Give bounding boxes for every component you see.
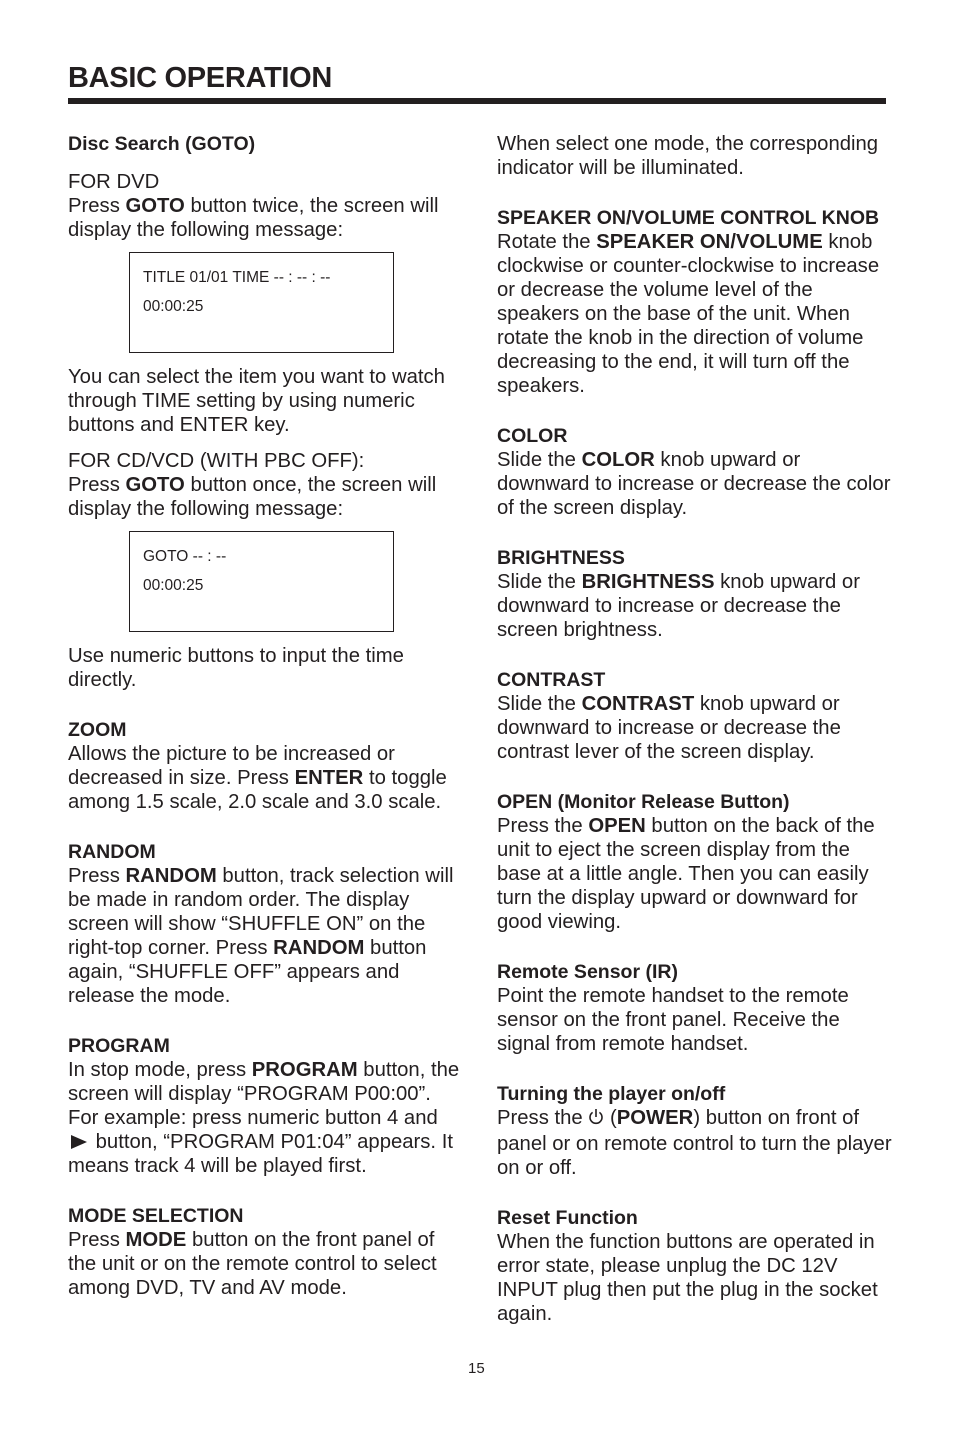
right-column	[497, 132, 897, 1352]
section-body	[497, 814, 897, 934]
key-name: BRIGHTNESS	[581, 571, 715, 593]
dvd-screen-message-box	[129, 252, 394, 353]
text: Slide the	[497, 693, 582, 715]
text: button, “PROGRAM P01:04” appears. It means track 4 will be played first.	[68, 1131, 453, 1177]
page-number: 15	[468, 1360, 485, 1377]
section-heading: CONTRAST	[497, 669, 606, 691]
section-heading: ZOOM	[68, 719, 127, 741]
section-body: Point the remote handset to the remote sensor on the front panel. Receive the signal from remote handset.	[497, 985, 849, 1055]
cd-screen-message-box	[129, 531, 394, 632]
section-heading: Disc Search (GOTO)	[68, 133, 256, 155]
key-name: OPEN	[588, 815, 646, 837]
text: knob upward or downward to increase or decrease the screen brightness.	[497, 571, 860, 641]
section-body	[68, 864, 463, 1008]
key-name: GOTO	[125, 474, 185, 496]
key-name: PROGRAM	[251, 1059, 358, 1081]
section-mode-continued	[497, 132, 897, 180]
section-heading: Remote Sensor (IR)	[497, 961, 678, 983]
text: ) button on front of panel or on remote control to turn the player on or off.	[497, 1107, 892, 1179]
text: Press	[68, 865, 126, 887]
text: button, track selection will be made in random order. The display screen will show “SHUFFLE ON” on the right-top corner. Press	[68, 865, 454, 959]
key-name: SPEAKER ON/VOLUME	[596, 231, 823, 253]
key-name: RANDOM	[125, 865, 217, 887]
play-icon	[71, 1135, 87, 1149]
box-line: TITLE 01/01 TIME -- : -- : --	[143, 269, 331, 286]
text: button once, the screen will display the following message:	[68, 474, 437, 520]
dvd-instruction	[68, 194, 463, 242]
section-body: When the function buttons are operated in error state, please unplug the DC 12V INPUT plug then put the plug in the socket again.	[497, 1231, 878, 1325]
text: Rotate the	[497, 231, 597, 253]
key-name: RANDOM	[273, 937, 365, 959]
key-name: POWER	[616, 1107, 694, 1129]
box-line: 00:00:25	[143, 298, 204, 315]
section-heading: MODE SELECTION	[68, 1205, 244, 1227]
text: button twice, the screen will display the following message:	[68, 195, 439, 241]
section-brightness	[497, 546, 897, 642]
text: knob upward or downward to increase or decrease the color of the screen display.	[497, 449, 891, 519]
key-name: COLOR	[581, 449, 655, 471]
section-heading: PROGRAM	[68, 1035, 170, 1057]
title-rule	[68, 98, 886, 104]
text: Press	[68, 474, 126, 496]
section-zoom	[68, 718, 463, 814]
section-contrast	[497, 668, 897, 764]
section-body	[497, 448, 897, 520]
box-line: 00:00:25	[143, 577, 204, 594]
section-body: When select one mode, the corresponding indicator will be illuminated.	[497, 133, 879, 179]
section-heading: COLOR	[497, 425, 568, 447]
text: Slide the	[497, 449, 582, 471]
section-heading: Turning the player on/off	[497, 1083, 726, 1105]
box-line: GOTO -- : --	[143, 548, 227, 565]
section-body	[68, 1058, 463, 1178]
section-mode-selection	[68, 1204, 463, 1300]
section-color	[497, 424, 897, 520]
section-reset	[497, 1206, 897, 1326]
key-name: ENTER	[294, 767, 364, 789]
section-body	[68, 742, 463, 814]
text: Press the	[497, 1107, 589, 1129]
section-heading: OPEN (Monitor Release Button)	[497, 791, 790, 813]
section-speaker-volume	[497, 206, 897, 398]
text: to toggle among 1.5 scale, 2.0 scale and 3.0 scale.	[68, 767, 447, 813]
dvd-label: FOR DVD	[68, 171, 160, 193]
section-body	[68, 1228, 463, 1300]
section-heading: Reset Function	[497, 1207, 638, 1229]
section-random	[68, 840, 463, 1008]
section-body	[497, 570, 897, 642]
section-heading: RANDOM	[68, 841, 156, 863]
left-column	[68, 132, 463, 1326]
section-body	[497, 230, 897, 398]
text: knob upward or downward to increase or decrease the contrast lever of the screen display.	[497, 693, 841, 763]
text: Allows the picture to be increased or decreased in size. Press	[68, 743, 395, 789]
text: Press the	[497, 815, 589, 837]
text: (	[604, 1107, 617, 1129]
text: button, the screen will display “PROGRAM P00:00”. For example: press numeric button 4 and	[68, 1059, 460, 1129]
key-name: MODE	[125, 1229, 187, 1251]
text: Slide the	[497, 571, 582, 593]
section-program	[68, 1034, 463, 1178]
page-title: BASIC OPERATION	[68, 62, 333, 94]
text: Press	[68, 195, 126, 217]
key-name: CONTRAST	[581, 693, 695, 715]
text: button on the back of the unit to eject the screen display from the base at a little angle. Then you can easily turn the display upward or downward for good viewing.	[497, 815, 875, 933]
section-disc-search	[68, 132, 463, 692]
text: In stop mode, press	[68, 1059, 252, 1081]
text: button on the front panel of the unit or on the remote control to select among DVD, TV and AV mode.	[68, 1229, 437, 1299]
dvd-note: You can select the item you want to watch through TIME setting by using numeric buttons and ENTER key.	[68, 366, 445, 436]
section-body	[497, 1106, 897, 1180]
text: Press	[68, 1229, 126, 1251]
text: knob clockwise or counter-clockwise to increase or decrease the volume level of the speakers on the base of the unit. When rotate the knob in the direction of volume decreasing to the end, it will turn off the speakers.	[497, 231, 880, 397]
cd-instruction	[68, 473, 463, 521]
cd-label: FOR CD/VCD (WITH PBC OFF):	[68, 450, 365, 472]
section-power	[497, 1082, 897, 1180]
section-body	[497, 692, 897, 764]
cd-note: Use numeric buttons to input the time directly.	[68, 645, 404, 691]
section-remote-sensor	[497, 960, 897, 1056]
section-heading: SPEAKER ON/VOLUME CONTROL KNOB	[497, 207, 880, 229]
power-icon	[588, 1108, 604, 1132]
key-name: GOTO	[125, 195, 185, 217]
section-heading: BRIGHTNESS	[497, 547, 625, 569]
section-open	[497, 790, 897, 934]
text: button again, “SHUFFLE OFF” appears and release the mode.	[68, 937, 427, 1007]
